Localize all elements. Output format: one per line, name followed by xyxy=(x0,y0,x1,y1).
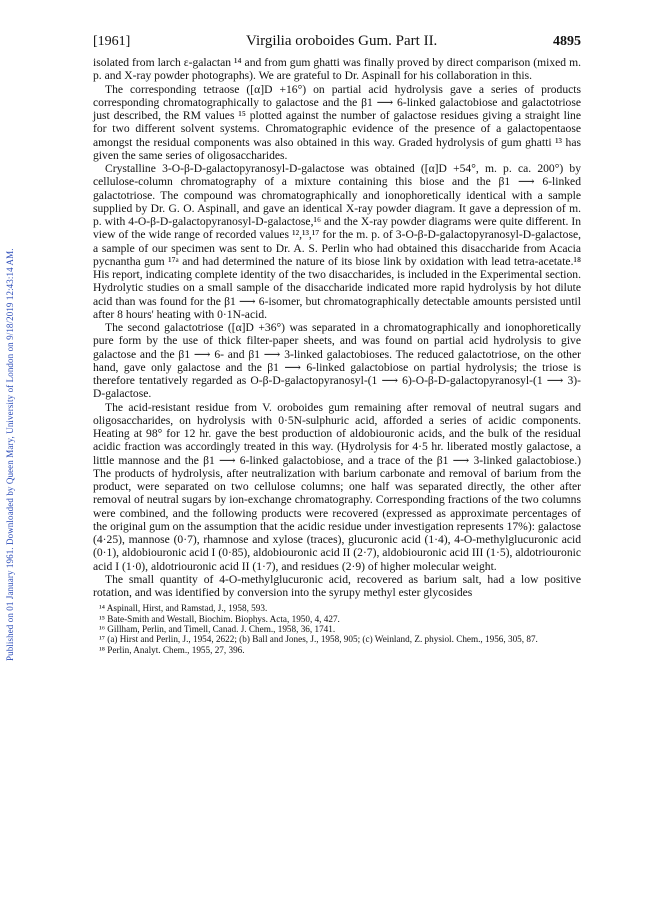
paragraph-acid-residue: The acid-resistant residue from V. oroboides gum remaining after removal of neutral sugars and oligosaccharides, on hydrolysis with 0·5N-sulphuric acid, afforded a series of acidic components. Heating at 98° for 12 hr. gave the best production of aldobiouronic acids, and the bulk of the residual acidic fraction was accordingly treated in this way. (Hydrolysis for 4·5 hr. liberated mostly galactose, a little mannose and the β1 ⟶ 6-linked galactobiose, and a trace of the β1 ⟶ 3-linked galactobiose.) The products of hydrolysis, after neutralization with barium carbonate and removal of barium from the product, were separated on two cellulose columns; one half was separated directly, the other after removal of neutral sugars by ion-exchange chromatography. Corresponding fractions of the two columns were combined, and the following products were recovered (expressed as approximate percentages of the original gum on the assumption that the acidic residue under investigation represents 17%): galactose (4·25), mannose (0·7), rhamnose and xylose (traces), glucuronic acid (1·4), 4-O-methylglucuronic acid (0·1), aldobiouronic acid I (0·85), aldobiouronic acid II (2·7), aldobiouronic acid III (1·5), aldotriouronic acid I (1·0), aldotriouronic acid II (1·7), and residues (2·9) of higher molecular weight. xyxy=(93,400,581,573)
download-watermark[interactable]: Published on 01 January 1961. Downloaded by Queen Mary, University of London on 9/18/2019 12:43:14 AM. xyxy=(5,248,15,662)
paragraph-tetraose: The corresponding tetraose ([α]D +16°) on partial acid hydrolysis gave a series of products corresponding chromatographically to galactose and the β1 ⟶ 6-linked galactobiose and galactotriose just described, the RM values ¹⁵ plotted against the number of galactose residues giving a straight line for two different solvent systems. Chromatographic evidence of the presence of a galactopentaose amongst the residual components was also obtained in this way. Graded hydrolysis of gum ghatti ¹³ has given the same series of oligosaccharides. xyxy=(93,82,581,162)
reference-18: ¹⁸ Perlin, Analyt. Chem., 1955, 27, 396. xyxy=(99,644,245,655)
paragraph-galactose-biose: Crystalline 3-O-β-D-galactopyranosyl-D-galactose was obtained ([α]D +54°, m. p. ca. 200°) by cellulose-column chromatography of a mixture containing this biose and the β1 ⟶ 6-linked galactotriose. The compound was chromatographically and ionophoretically identical with a sample supplied by Dr. G. O. Aspinall, and gave an identical X-ray powder diagram. It gave a depression of m. p. with 4-O-β-D-galactopyranosyl-D-galactose,¹⁶ and the X-ray powder diagrams were quite different. In view of the wide range of recorded values ¹²,¹³,¹⁷ for the m. p. of 3-O-β-D-galactopyranosyl-D-galactose, a sample of our specimen was sent to Dr. A. S. Perlin who had obtained this disaccharide from Acacia pycnantha gum ¹⁷ᵃ and had determined the nature of its biose link by oxidation with lead tetra-acetate.¹⁸ His report, indicating complete identity of the two disaccharides, is included in the Experimental section. Hydrolytic studies on a small sample of the disaccharide indicated more rapid hydrolysis by hot dilute acid than was found for the β1 ⟶ 6-isomer, but chromatographically detectable amounts persisted until after 8 hours' heating with 0·1N-acid. xyxy=(93,162,581,321)
reference-14: ¹⁴ Aspinall, Hirst, and Ramstad, J., 1958, 593. xyxy=(99,603,268,614)
paragraph-second-galactotriose: The second galactotriose ([α]D +36°) was separated in a chromatographically and ionophoretically pure form by the use of thick filter-paper sheets, and was found on partial acid hydrolysis to give galactose and the β1 ⟶ 6- and β1 ⟶ 3-linked galactobioses. The reduced galactotriose, on the other hand, gave only galactose and the β1 ⟶ 6-linked galactobiose on partial hydrolysis; the triose is therefore tentatively regarded as O-β-D-galactopyranosyl-(1 ⟶ 6)-O-β-D-galactopyranosyl-(1 ⟶ 3)-D-galactose. xyxy=(93,321,581,401)
page-number: 4895 xyxy=(553,34,581,49)
footnote-references xyxy=(93,603,581,655)
header-year: [1961] xyxy=(93,34,131,49)
page-body xyxy=(93,33,581,655)
paragraph-continuation: isolated from larch ε-galactan ¹⁴ and from gum ghatti was finally proved by direct comparison (mixed m. p. and X-ray powder photographs). We are grateful to Dr. Aspinall for his collaboration in this. xyxy=(93,56,581,83)
reference-17: ¹⁷ (a) Hirst and Perlin, J., 1954, 2622; (b) Ball and Jones, J., 1958, 905; (c) Weinland, Z. physiol. Chem., 1956, 305, 87. xyxy=(99,634,538,645)
reference-16: ¹⁶ Gillham, Perlin, and Timell, Canad. J. Chem., 1958, 36, 1741. xyxy=(99,624,336,635)
reference-15: ¹⁵ Bate-Smith and Westall, Biochim. Biophys. Acta, 1950, 4, 427. xyxy=(99,613,340,624)
running-header xyxy=(93,33,581,50)
header-title: Virgilia oroboides Gum. Part II. xyxy=(246,33,438,49)
paragraph-methylglucuronic: The small quantity of 4-O-methylglucuronic acid, recovered as barium salt, had a low positive rotation, and was identified by conversion into the syrupy methyl ester glycosides xyxy=(93,572,581,599)
